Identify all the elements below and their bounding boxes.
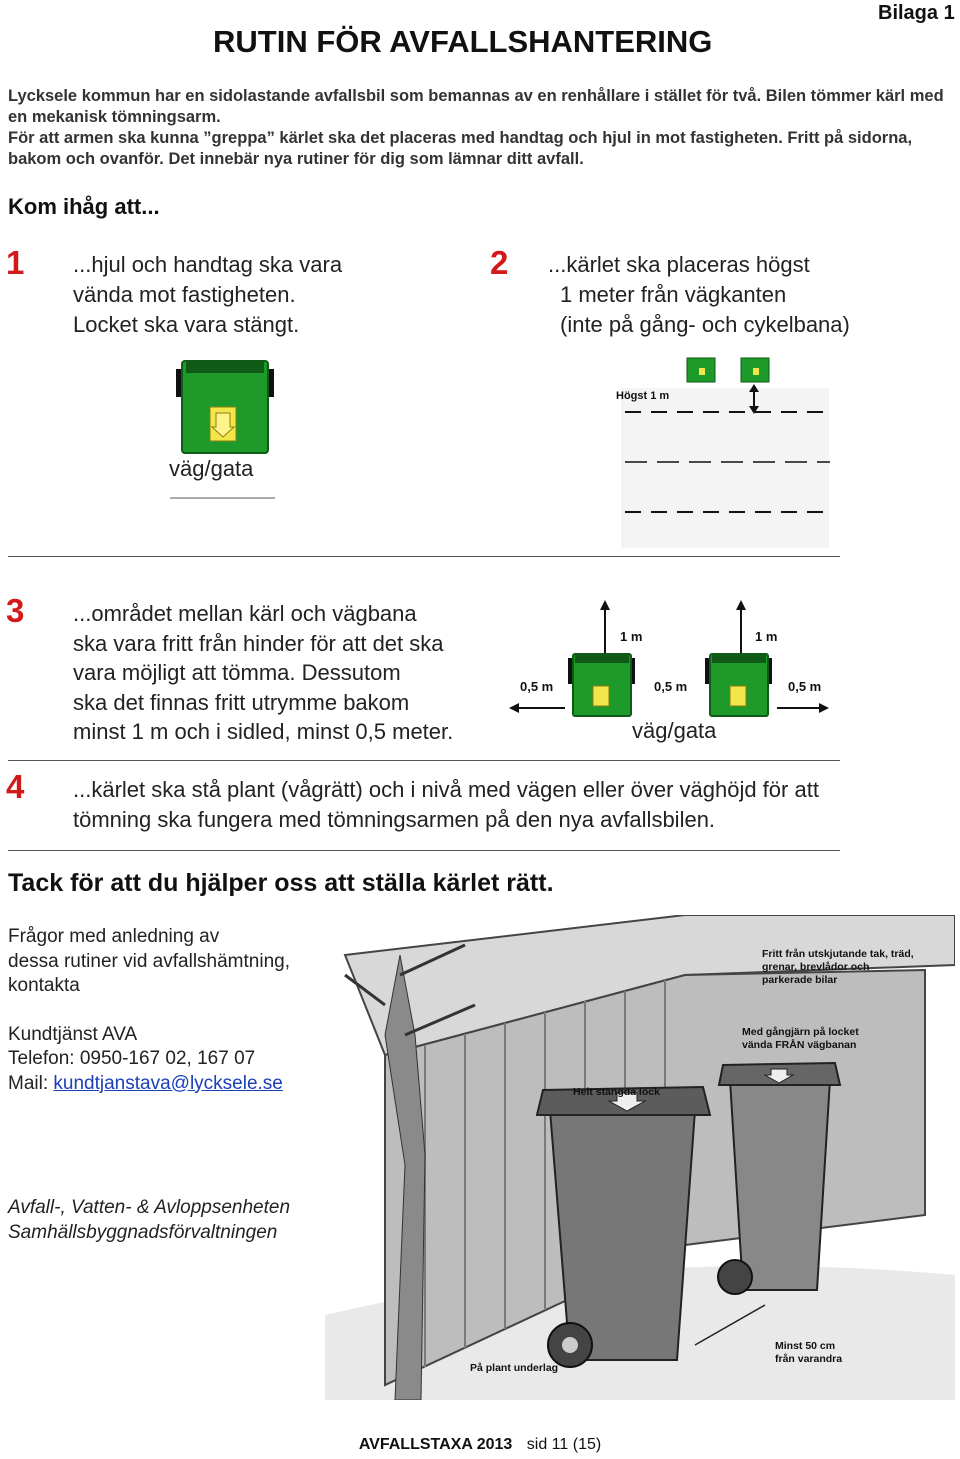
arrow-right-icon [819,703,829,713]
diagram-road-distance [615,352,835,552]
contact-mail-row [8,1072,290,1097]
diagram-1-road-label: väg/gata [169,456,254,481]
item-2-text [548,250,850,340]
item-3-line-3: vara möjligt att tömma. Dessutom [73,660,401,685]
note-ground: På plant underlag [470,1362,559,1374]
note-handle [742,1026,859,1052]
intro-text [8,86,956,170]
item-1-text [73,250,342,340]
behind-left-label: 1 m [620,629,643,644]
behind-right-label: 1 m [755,629,778,644]
illustration-bins-by-shed [325,915,955,1400]
bin-back-wheel [718,1260,752,1294]
item-1-number: 1 [6,244,25,281]
bin-left [573,654,631,716]
bin-small-1-label [699,368,705,375]
note-distance [775,1340,842,1366]
item-1-line-1: ...hjul och handtag ska vara [73,252,343,277]
footer-page: sid 11 (15) [526,1436,602,1453]
diagram-2-max-label: Högst 1 m [616,390,670,402]
contact-phone: Telefon: 0950-167 02, 167 07 [8,1048,256,1069]
note-handle-line-2: vända FRÅN vägbanan [742,1039,857,1051]
contact-line-2: dessa rutiner vid avfallshämtning, [8,950,290,972]
footer [0,1436,960,1454]
footer-doc: AVFALLSTAXA 2013 [358,1436,513,1453]
note-top-line-2: grenar, brevlådor och [762,961,870,973]
note-distance-line-2: från varandra [775,1353,843,1365]
bin-small-2-label [753,368,759,375]
item-2-line-1: ...kärlet ska placeras högst [548,252,810,277]
item-3-number: 3 [6,592,25,629]
note-top-line-1: Fritt från utskjutande tak, träd, [762,948,914,960]
bin-handle [186,361,264,373]
intro-line-1: Lycksele kommun har en sidolastande avfallsbil som bemannas av en renhållare i stället för två. Bilen tömmer kärl med en mekanisk tömningsarm. [8,87,944,126]
contact-block [8,925,290,1096]
diagram-3-road-label: väg/gata [632,718,717,743]
item-2-line-2: 1 meter från vägkanten [560,282,787,307]
item-1-line-3: Locket ska vara stängt. [73,312,300,337]
divider-3 [8,850,840,851]
org-line-2: Samhällsbyggnadsförvaltningen [8,1222,278,1243]
item-1-line-2: vända mot fastigheten. [73,282,296,307]
arrow-up-icon [600,600,610,610]
side-middle-label: 0,5 m [654,679,688,694]
side-right-label: 0,5 m [788,679,822,694]
contact-office: Kundtjänst AVA [8,1023,138,1045]
side-left-label: 0,5 m [520,679,554,694]
contact-mail-label: Mail: [8,1072,54,1094]
item-3-line-4: ska det finnas fritt utrymme bakom [73,689,410,715]
item-3-line-2: ska vara fritt från hinder för att det ska [73,630,444,656]
bin-left-label [593,686,609,706]
divider-1 [8,556,840,557]
intro-line-2: För att armen ska kunna ”greppa” kärlet ska det placeras med handtag och hjul in mot fastigheten. Fritt på sidorna, bakom och ovanför. Det innebär nya rutiner för dig som lämnar ditt avfall. [8,129,913,168]
contact-line-3: kontakta [8,975,80,996]
item-2-line-3: (inte på gång- och cykelbana) [560,312,850,337]
note-top [762,948,914,987]
thanks-heading: Tack för att du hjälper oss att ställa kärlet rätt. [8,869,554,897]
page-title: RUTIN FÖR AVFALLSHANTERING [213,24,713,59]
item-2-number: 2 [490,244,509,281]
diagram-clearance [505,598,835,723]
contact-mail-link[interactable]: kundtjanstava@lycksele.se [53,1072,283,1094]
bin-left-handle [575,654,629,663]
item-3-line-5: minst 1 m och i sidled, minst 0,5 meter. [73,719,454,744]
remember-heading: Kom ihåg att... [8,194,160,219]
bin-front-hub [562,1337,578,1353]
divider-2 [8,760,840,761]
bin-back-body [730,1080,830,1290]
item-4-text [73,775,819,835]
bin-right-handle [712,654,766,663]
contact-line-1: Frågor med anledning av [8,926,220,947]
note-handle-line-1: Med gångjärn på locket [742,1026,859,1038]
diagram-bin-top-view [170,355,280,505]
item-3-text [73,599,453,747]
bin-right [710,654,768,716]
item-4-line-2: tömning ska fungera med tömningsarmen på den nya avfallsbilen. [73,807,716,832]
item-3-line-1: ...området mellan kärl och vägbana [73,601,417,626]
attachment-label: Bilaga 1 [878,2,955,24]
arrow-left-icon [509,703,519,713]
note-lid: Helt stängda lock [573,1086,660,1098]
note-top-line-3: parkerade bilar [762,974,838,986]
arrow-up-icon [736,600,746,610]
organization-block [8,1195,290,1245]
org-line-1: Avfall-, Vatten- & Avloppsenheten [8,1197,291,1218]
note-distance-line-1: Minst 50 cm [775,1340,836,1352]
item-4-line-1: ...kärlet ska stå plant (vågrätt) och i nivå med vägen eller över väghöjd för att [73,777,819,802]
item-4-number: 4 [6,768,25,805]
bin-right-label [730,686,746,706]
